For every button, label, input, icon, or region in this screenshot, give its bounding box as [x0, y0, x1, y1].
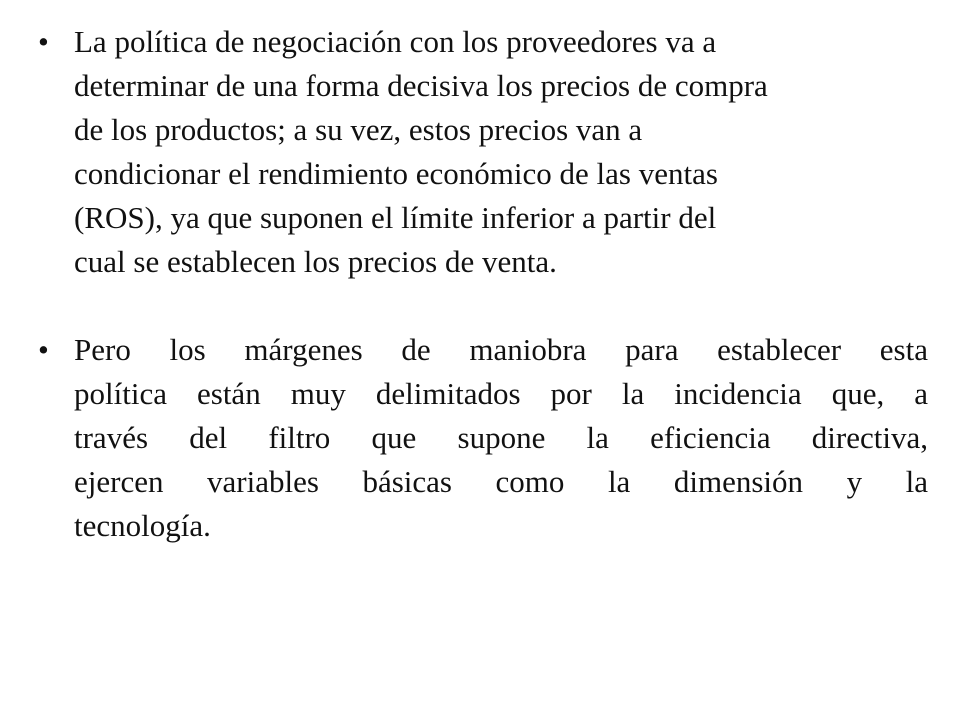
bullet-item-maneuver-margins [38, 328, 928, 548]
text-line: condicionar el rendimiento económico de las ventas [74, 156, 718, 191]
text-line: ejercen variables básicas como la dimensión y la [74, 464, 928, 499]
bullet-dot-icon: • [38, 24, 49, 59]
text-line: política están muy delimitados por la incidencia que, a [74, 376, 928, 411]
text-line: tecnología. [74, 508, 211, 543]
text-line: (ROS), ya que suponen el límite inferior a partir del [74, 200, 717, 235]
text-line: través del filtro que supone la eficiencia directiva, [74, 420, 928, 455]
bullet-list [38, 20, 928, 548]
text-line: de los productos; a su vez, estos precios van a [74, 112, 643, 147]
text-line: determinar de una forma decisiva los precios de compra [74, 68, 768, 103]
text-line: La política de negociación con los proveedores va a [74, 24, 717, 59]
text-line: cual se establecen los precios de venta. [74, 244, 557, 279]
bullet-text [74, 328, 928, 548]
text-line: Pero los márgenes de maniobra para establecer esta [74, 332, 928, 367]
bullet-dot-icon: • [38, 332, 49, 367]
bullet-item-negotiation-policy [38, 20, 928, 284]
bullet-text [74, 20, 928, 284]
